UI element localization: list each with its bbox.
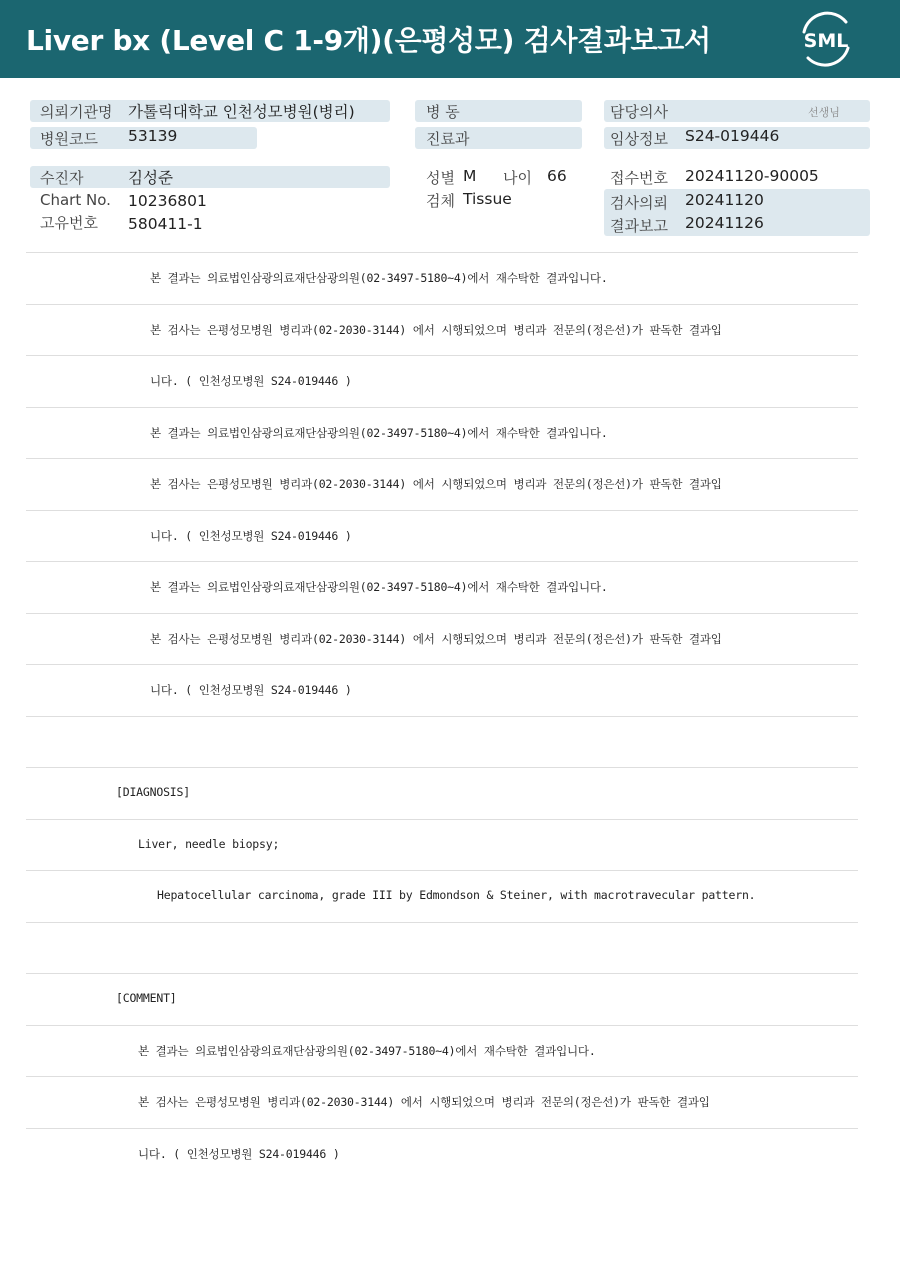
diagnosis-text: Hepatocellular carcinoma, grade III by Edmondson & Steiner, with macrotravecular pattern. bbox=[157, 888, 756, 902]
receipt-no-label: 접수번호 bbox=[610, 169, 668, 187]
hospital-code-label: 병원코드 bbox=[40, 130, 98, 148]
specimen-value: Tissue bbox=[463, 190, 512, 208]
report-line: 본 검사는 은평성모병원 병리과(02-2030-3144) 에서 시행되었으며 병리과 전문의(정은선)가 판독한 결과입 bbox=[150, 322, 722, 337]
doctor-label: 담당의사 bbox=[610, 103, 668, 121]
report-line: 본 결과는 의료법인삼광의료재단삼광의원(02-3497-5180~4)에서 재수탁한 결과입니다. bbox=[150, 580, 608, 594]
patient-label: 수진자 bbox=[40, 169, 84, 187]
report-row bbox=[26, 819, 858, 871]
diagnosis-heading: [DIAGNOSIS] bbox=[116, 785, 190, 799]
institution-label: 의뢰기관명 bbox=[40, 103, 113, 121]
report-line: 본 검사는 은평성모병원 병리과(02-2030-3144) 에서 시행되었으며 병리과 전문의(정은선)가 판독한 결과입 bbox=[150, 477, 722, 491]
sex-label: 성별 bbox=[426, 169, 455, 187]
comment-line: 본 검사는 은평성모병원 병리과(02-2030-3144) 에서 시행되었으며 병리과 전문의(정은선)가 판독한 결과입 bbox=[138, 1095, 710, 1109]
patient-value: 김성준 bbox=[128, 169, 173, 187]
comment-line: 본 결과는 의료법인삼광의료재단삼광의원(02-3497-5180~4)에서 재수탁한 결과입니다. bbox=[138, 1043, 596, 1058]
report-row bbox=[26, 1025, 858, 1077]
report-line: 본 검사는 은평성모병원 병리과(02-2030-3144) 에서 시행되었으며 병리과 전문의(정은선)가 판독한 결과입 bbox=[150, 631, 722, 646]
age-value: 66 bbox=[547, 167, 567, 185]
request-date-value: 20241120 bbox=[685, 191, 764, 209]
receipt-no-value: 20241120-90005 bbox=[685, 167, 819, 185]
report-row bbox=[26, 1128, 858, 1180]
report-line: 본 결과는 의료법인삼광의료재단삼광의원(02-3497-5180~4)에서 재수탁한 결과입니다. bbox=[150, 425, 608, 440]
chart-no-label: Chart No. bbox=[40, 191, 111, 209]
chart-no-value: 10236801 bbox=[128, 192, 207, 210]
sml-logo bbox=[796, 10, 856, 68]
diagnosis-site: Liver, needle biopsy; bbox=[138, 836, 280, 851]
report-date-value: 20241126 bbox=[685, 214, 764, 232]
report-row bbox=[26, 510, 858, 562]
report-row bbox=[26, 304, 858, 356]
report-row bbox=[26, 1076, 858, 1128]
report-row bbox=[26, 561, 858, 613]
report-line: 본 결과는 의료법인삼광의료재단삼광의원(02-3497-5180~4)에서 재수탁한 결과입니다. bbox=[150, 271, 608, 285]
report-line: 니다. ( 인천성모병원 S24-019446 ) bbox=[150, 528, 352, 543]
report-line: 니다. ( 인천성모병원 S24-019446 ) bbox=[150, 683, 352, 697]
report-date-label: 결과보고 bbox=[610, 217, 668, 235]
age-label: 나이 bbox=[503, 169, 532, 187]
comment-heading-row bbox=[26, 973, 858, 1025]
clinical-info-value: S24-019446 bbox=[685, 127, 780, 145]
comment-line: 니다. ( 인천성모병원 S24-019446 ) bbox=[138, 1146, 340, 1161]
institution-value: 가톨릭대학교 인천성모병원(병리) bbox=[128, 103, 355, 121]
report-row bbox=[26, 252, 858, 304]
sml-logo-text: SML bbox=[803, 30, 849, 52]
report-header bbox=[0, 0, 900, 78]
request-date-label: 검사의뢰 bbox=[610, 194, 668, 212]
report-line: 니다. ( 인천성모병원 S24-019446 ) bbox=[150, 374, 352, 388]
sex-value: M bbox=[463, 167, 477, 185]
unique-no-label: 고유번호 bbox=[40, 214, 98, 232]
report-body bbox=[26, 252, 858, 1179]
unique-no-value: 580411-1 bbox=[128, 215, 203, 233]
report-row bbox=[26, 613, 858, 665]
diagnosis-heading-row bbox=[26, 767, 858, 819]
doctor-suffix: 선생님 bbox=[808, 106, 840, 119]
specimen-label: 검체 bbox=[426, 192, 455, 210]
report-row bbox=[26, 664, 858, 716]
department-label: 진료과 bbox=[426, 130, 470, 148]
comment-heading: [COMMENT] bbox=[116, 991, 177, 1005]
report-row bbox=[26, 355, 858, 407]
ward-label: 병 동 bbox=[426, 103, 460, 121]
report-row bbox=[26, 458, 858, 510]
report-row-empty bbox=[26, 716, 858, 768]
hospital-code-value: 53139 bbox=[128, 127, 178, 145]
report-row bbox=[26, 407, 858, 459]
report-row-empty bbox=[26, 922, 858, 974]
report-row bbox=[26, 870, 858, 922]
clinical-info-label: 임상정보 bbox=[610, 130, 668, 148]
report-title: Liver bx (Level C 1-9개)(은평성모) 검사결과보고서 bbox=[26, 24, 711, 57]
patient-row-bg bbox=[30, 166, 390, 188]
